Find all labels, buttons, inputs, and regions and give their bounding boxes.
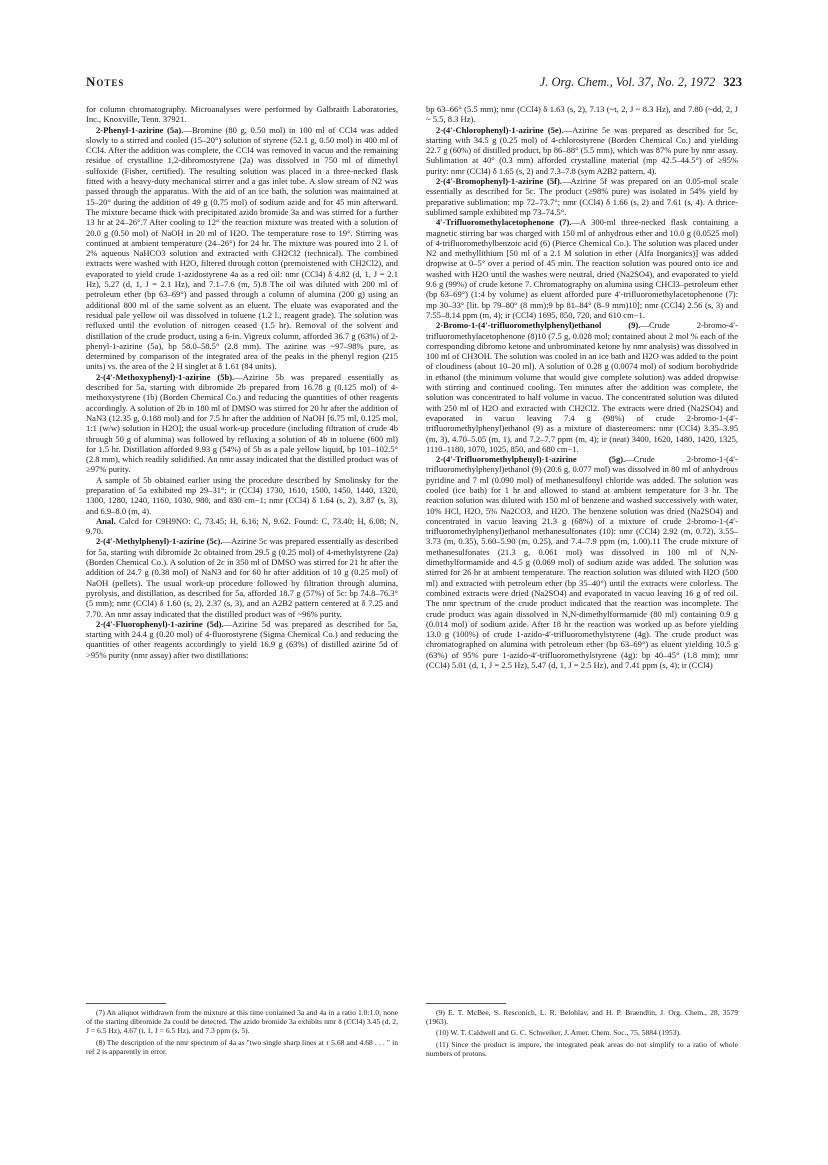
paragraph-heading: 4′-Trifluoromethylacetophenone (7). <box>436 217 572 228</box>
paragraph <box>426 320 738 454</box>
paragraph <box>426 454 738 670</box>
paragraph <box>426 176 738 217</box>
paragraph-heading: 2-(4′-Methylphenyl)-1-azirine (5c). <box>96 536 223 547</box>
paragraph-text: —Azirine 5f was prepared on an 0.05-mol scale essentially as described for 5c. The product (≥98% pure) was isolated in 54% yield by preparative sublimation: mp 72–73.7°; nmr (CCl4) δ 1.66 (s, 2) and 7.61 (s, 4). A thrice-sublimed sample exhibited mp 73–74.5°. <box>426 176 738 217</box>
paragraph-heading: Anal. <box>96 515 116 526</box>
section-title: Notes <box>86 74 125 89</box>
left-text-column <box>86 104 398 999</box>
paragraph-heading: 2-(4′-Chlorophenyl)-1-azirine (5e). <box>436 124 564 135</box>
paragraph-text: —Crude 2-bromo-1-(4′-trifluoromethylphenyl)ethanol (9) (20.6 g, 0.077 mol) was dissolved in 80 ml of anhydrous pyridine and 7 ml (0.090 mol) of methanesulfonyl chloride was added. The solution was cooled (ice bath) for 1 hr and allowed to stand at ambient temperature for 3 hr. The reaction solution was diluted with 150 ml of benzene and washed successively with water, 10% HCl, H2O, 5% Na2CO3, and H2O. The benzene solution was dried (Na2SO4) and concentrated in vacuo leaving 21.3 g (68%) of a mixture of crude 2-bromo-1-(4′-trifluoromethylphenyl)ethanol methanesulfonates (10): nmr (CCl4) 2.92 (m, 0.72), 3.55–3.73 (m, 0.35), 5.60–5.90 (m, 0.25), and 7.4–7.9 ppm (m, 1.00).11 The crude mixture of methanesulfonates (21.3 g, 0.061 mol) was dissolved in 100 ml of N,N-dimethylformamide and 4.5 g (0.069 mol) of sodium azide was added. The solution was stirred for 26 hr at ambient temperature. The reaction solution was diluted with H2O (500 ml) and extracted with petroleum ether (bp 35–40°) until the extracts were colorless. The combined extracts were dried (Na2SO4) and evaporated in vacuo leaving 16 g of red oil. The nmr spectrum of the crude product indicated that the reaction was incomplete. The crude product was again dissolved in N,N-dimethylformamide (80 ml) containing 0.9 g (0.014 mol) of sodium azide. After 18 hr the reaction was worked up as before yielding 13.0 g (100%) of crude 1-azido-4′-trifluoromethylstyrene (4g). The crude product was chromatographed on alumina with petroleum ether (bp 63–69°) as eluent yielding 10.5 g (63%) of 95% pure 1-azido-4′-trifluoromethylstyrene (4g): bp 40–45° (1.8 mm); nmr (CCl4) 5.01 (d, 1, J = 2.5 Hz), 5.47 (d, 1, J = 2.5 Hz), and 7.41 ppm (s, 4); ir (CCl4) <box>426 454 738 671</box>
right-text-column <box>426 104 738 999</box>
paragraph <box>86 475 398 516</box>
paragraph-text: Calcd for C9H9NO: C, 73.45; H, 6.16; N, 9.62. Found: C, 73.40; H, 6.08; N, 9.70. <box>86 515 398 537</box>
paragraph <box>86 104 398 125</box>
paragraph-heading: 2-(4′-Methoxyphenyl)-1-azirine (5b). <box>96 371 235 382</box>
paragraph-text: A sample of 5b obtained earlier using the procedure described by Smolinsky for the preparation of 5a exhibited mp 29–31°; ir (CCl4) 1730, 1610, 1500, 1450, 1440, 1320, 1300, 1280, 1240, 1160, 1030, 980, and 830 cm−1; nmr (CCl4) δ 1.64 (s, 2), 3.87 (s, 3), and 6.9–8.0 (m, 4). <box>86 474 398 516</box>
page-number: 323 <box>723 75 742 89</box>
paragraph-text: —Azirine 5c was prepared essentially as described for 5a, starting with dibromide 2c obtained from 29.5 g (0.25 mol) of 4-methylstyrene (2a) (Borden Chemical Co.). A solution of 2c in 350 ml of DMSO was stirred for 21 hr after the addition of 24.7 g (0.38 mol) of NaN3 and for 60 hr after addition of 10 g (0.25 mol) of NaOH (pellets). The usual work-up procedure followed by filtration through alumina, pyrolysis, and distillation, as described for 5a, afforded 18.7 g (57%) of 5c: bp 74.8–76.3° (5 mm); nmr (CCl4) δ 1.60 (s, 2), 2.37 (s, 3), and an A2B2 pattern centered at δ 7.25 and 7.70. An nmr assay indicated that the distilled product was of ~96% purity. <box>86 536 398 619</box>
footnote: (7) An aliquot withdrawn from the mixture at this time contained 3a and 4a in a ratio 1.0:1.0; none of the starting dibromide 2a could be detected. The azido bromide 3a exhibits nmr δ (CCl4) 3.45 (d, 2, J = 6.5 Hz), 4.67 (t, 1, J = 6.5 Hz), and 7.3 ppm (s, 5). <box>86 1008 398 1036</box>
paragraph-text: —Azirine 5e was prepared as described for 5c, starting with 34.5 g (0.25 mol) of 4-chlorostyrene (Borden Chemical Co.) and yielding 22.7 g (60%) of distilled product, bp 86–88° (5.5 mm), which was 87% pure by nmr assay. Sublimation at 40° (0.3 mm) afforded crystalline material (mp 42.5–44.5°) of ≥95% purity: nmr (CCl4) δ 1.65 (s, 2) and 7.3–7.8 (sym A2B2 pattern, 4). <box>426 124 738 176</box>
paragraph <box>86 372 398 475</box>
paragraph-text: —Crude 2-bromo-4′-trifluoromethylacetophenone (8)10 (7.5 g, 0.028 mol; contained about 2 mol % each of the corresponding dibromo ketone and unbrominated ketone by nmr analysis) was dissolved in 100 ml of CH3OH. The solution was cooled in an ice bath and H2O was added to the point of cloudiness (about 10–20 ml). A solution of 0.28 g (0.0074 mol) of sodium borohydride in ethanol (the minimum volume that would give complete solution) was added dropwise with stirring and continued cooling. Ten minutes after the addition was complete, the solution was concentrated to half volume in vacuo. The concentrated solution was diluted with 250 ml of H2O and extracted with CH2Cl2. The extracts were dried (Na2SO4) and evaporated in vacuo leaving 7.4 g (98%) of crude 2-bromo-1-(4′-trifluoromethylphenyl)ethanol (9) as a mixture of diastereomers: nmr (CCl4) 3.35–3.95 (m, 3), 4.70–5.05 (m, 1), and 7.2–7.7 ppm (m, 4); ir (neat) 3400, 1620, 1480, 1420, 1325, 1110–1180, 1070, 1025, 850, and 680 cm−1. <box>426 320 738 454</box>
paragraph-text: —A 300-ml three-necked flask containing a magnetic stirring bar was charged with 150 ml of anhydrous ether and 10.0 g (0.0525 mol) of 4-trifluoromethylbenzoic acid (6) (Pierce Chemical Co.). The solution was placed under N2 and methyllithium [50 ml of a 2.1 M solution in ether (Alfa Inorganics)] was added dropwise at 0–5° over a period of 45 min. The reaction solution was poured onto ice and washed with H2O until the washes were neutral, dried (Na2SO4), and evaporated to yield 9.6 g (99%) of crude ketone 7. Chromatography on alumina using CHCl3–petroleum ether (bp 63–69°) (1:4 by volume) as eluent afforded pure 4′-trifluoromethylacetophenone (7): mp 30–33° [lit. bp 79–80° (8 mm);9 bp 81–84° (8–9 mm)10]; nmr (CCl4) 2.56 (s, 3) and 7.55–8.14 ppm (m, 4); ir (CCl4) 1695, 850, 720, and 610 cm−1. <box>426 217 738 320</box>
paragraph <box>86 536 398 618</box>
paragraph-text: bp 63–66° (5.5 mm); nmr (CCl4) δ 1.63 (s, 2), 7.13 (~t, 2, J ~ 8.3 Hz), and 7.80 (~dd, 2, J ~ 5.5, 8.3 Hz). <box>426 104 738 125</box>
footnotes-left <box>86 1003 398 1113</box>
paragraph <box>86 619 398 660</box>
paragraph <box>86 125 398 372</box>
paragraph-heading: 2-(4′-Trifluoromethylphenyl)-1-azirine (5g). <box>436 454 626 465</box>
footnote-rule <box>86 1003 166 1004</box>
footnote: (9) E. T. McBee, S. Resconich, L. R. Belohlav, and H. P. Braendlin, J. Org. Chem., 28, 3579 (1963). <box>426 1008 738 1027</box>
paragraph-text: —Azirine 5d was prepared as described for 5a, starting with 24.4 g (0.20 mol) of 4-fluorostyrene (Sigma Chemical Co.) and reducing the quantities of other reagents accordingly to yield 16.9 g (63%) of distilled azirine 5d of >95% purity (nmr assay) after two distillations: <box>86 618 398 660</box>
paragraph-heading: 2-Phenyl-1-azirine (5a). <box>96 124 184 135</box>
footnote: (11) Since the product is impure, the integrated peak areas do not simplify to a ratio of whole numbers of protons. <box>426 1039 738 1058</box>
journal-citation <box>540 75 742 90</box>
footnote-rule <box>426 1003 506 1004</box>
footnote: (8) The description of the nmr spectrum of 4a as "two single sharp lines at τ 5.68 and 4.68 . . . " in ref 2 is apparently in error. <box>86 1037 398 1056</box>
paragraph-heading: 2-Bromo-1-(4′-trifluoromethylphenyl)ethanol (9). <box>436 320 641 331</box>
paragraph <box>426 217 738 320</box>
footnotes-right <box>426 1003 738 1113</box>
paragraph-text: —Bromine (80 g, 0.50 mol) in 100 ml of CCl4 was added slowly to a stirred and cooled (15–20°) solution of styrene (52.1 g, 0.50 mol) in 400 ml of CCl4. After the addition was complete, the CCl4 was removed in vacuo and the remaining residue of crystalline 1,2-dibromostyrene (2a) was dissolved in 750 ml of dimethyl sulfoxide (Fisher, certified). The resulting solution was placed in a three-necked flask fitted with a heavy-duty mechanical stirrer and a gas inlet tube. A slow stream of N2 was passed through the apparatus. With the aid of an ice bath, the solution was maintained at 15–20° during the addition of 49 g (0.75 mol) of sodium azide and for 45 min afterward. The mixture became thick with precipitated azido bromide 3a and was stirred for a further 13 hr at 24–26°.7 After cooling to 12° the reaction mixture was treated with a solution of 20.0 g (0.50 mol) of NaOH in 20 ml of H2O. The temperature rose to 19°. Stirring was continued at ambient temperature (24–26°) for 24 hr. The mixture was poured into 2 l. of 2% aqueous NaHCO3 solution and extracted with CH2Cl2 (technical). The combined extracts were washed with H2O, filtered through cotton (premoistened with CH2Cl2), and evaporated to yield crude 1-azidostyrene 4a as a red oil: nmr (CCl4) δ 4.82 (d, 1, J = 2.1 Hz), 5.27 (d, 1, J = 2.1 Hz), and 7.1–7.6 (m, 5).8 The oil was diluted with 200 ml of petroleum ether (bp 63–69°) and passed through a column of alumina (200 g) using an additional 800 ml of the same solvent as an eluent. The eluate was evaporated and the residual pale yellow oil was dissolved in toluene (1.2 l., reagent grade). The solution was refluxed until the evolution of nitrogen ceased (1.5 hr). Removal of the solvent and distillation of the crude product, using a 6-in. Vigreux column, afforded 36.7 g (63%) of 2-phenyl-1-azirine (5a), bp 58.0–58.5° (2.8 mm). The azirine was ~97–98% pure, as determined by comparison of the integrated area of the peaks in the phenyl region (215 units) vs. the area of the 2 H singlet at δ 1.61 (84 units). <box>86 124 398 372</box>
footnote: (10) W. T. Caldwell and G. C. Schweiker, J. Amer. Chem. Soc., 75, 5884 (1953). <box>436 1028 681 1038</box>
paragraph-text: —Azirine 5b was prepared essentially as described for 5a, starting with dibromide 2b prepared from 16.78 g (0.125 mol) of 4-methoxystyrene (1b) (Borden Chemical Co.) and reducing the quantities of other reagents accordingly. A solution of 2b in 180 ml of DMSO was stirred for 20 hr after the addition of NaN3 (12.35 g, 0.188 mol) and for 7.5 hr after the addition of NaOH [6.75 ml, 0.125 mol, 1:1 (w/w) solution in H2O]; the usual work-up procedure (including filtration of crude 4b through 50 g of alumina) was followed by refluxing a solution of 4b in toluene (600 ml) for 1.5 hr. Distillation afforded 9.93 g (54%) of 5b as a pale yellow liquid, bp 101–102.5° (2.8 mm), which readily solidified. An nmr assay indicated that the distilled product was of ≥97% purity. <box>86 371 398 475</box>
paragraph <box>426 104 738 125</box>
paragraph-heading: 2-(4′-Fluorophenyl)-1-azirine (5d). <box>96 618 224 629</box>
running-header <box>86 74 742 96</box>
paragraph-text: for column chromatography. Microanalyses were performed by Galbraith Laboratories, Inc., Knoxville, Tenn. 37921. <box>86 104 398 125</box>
paragraph <box>426 125 738 176</box>
journal-name: J. Org. Chem., Vol. 37, No. 2, 1972 <box>539 75 716 89</box>
paragraph-heading: 2-(4′-Bromophenyl)-1-azirine (5f). <box>436 176 562 187</box>
paragraph <box>86 516 398 537</box>
